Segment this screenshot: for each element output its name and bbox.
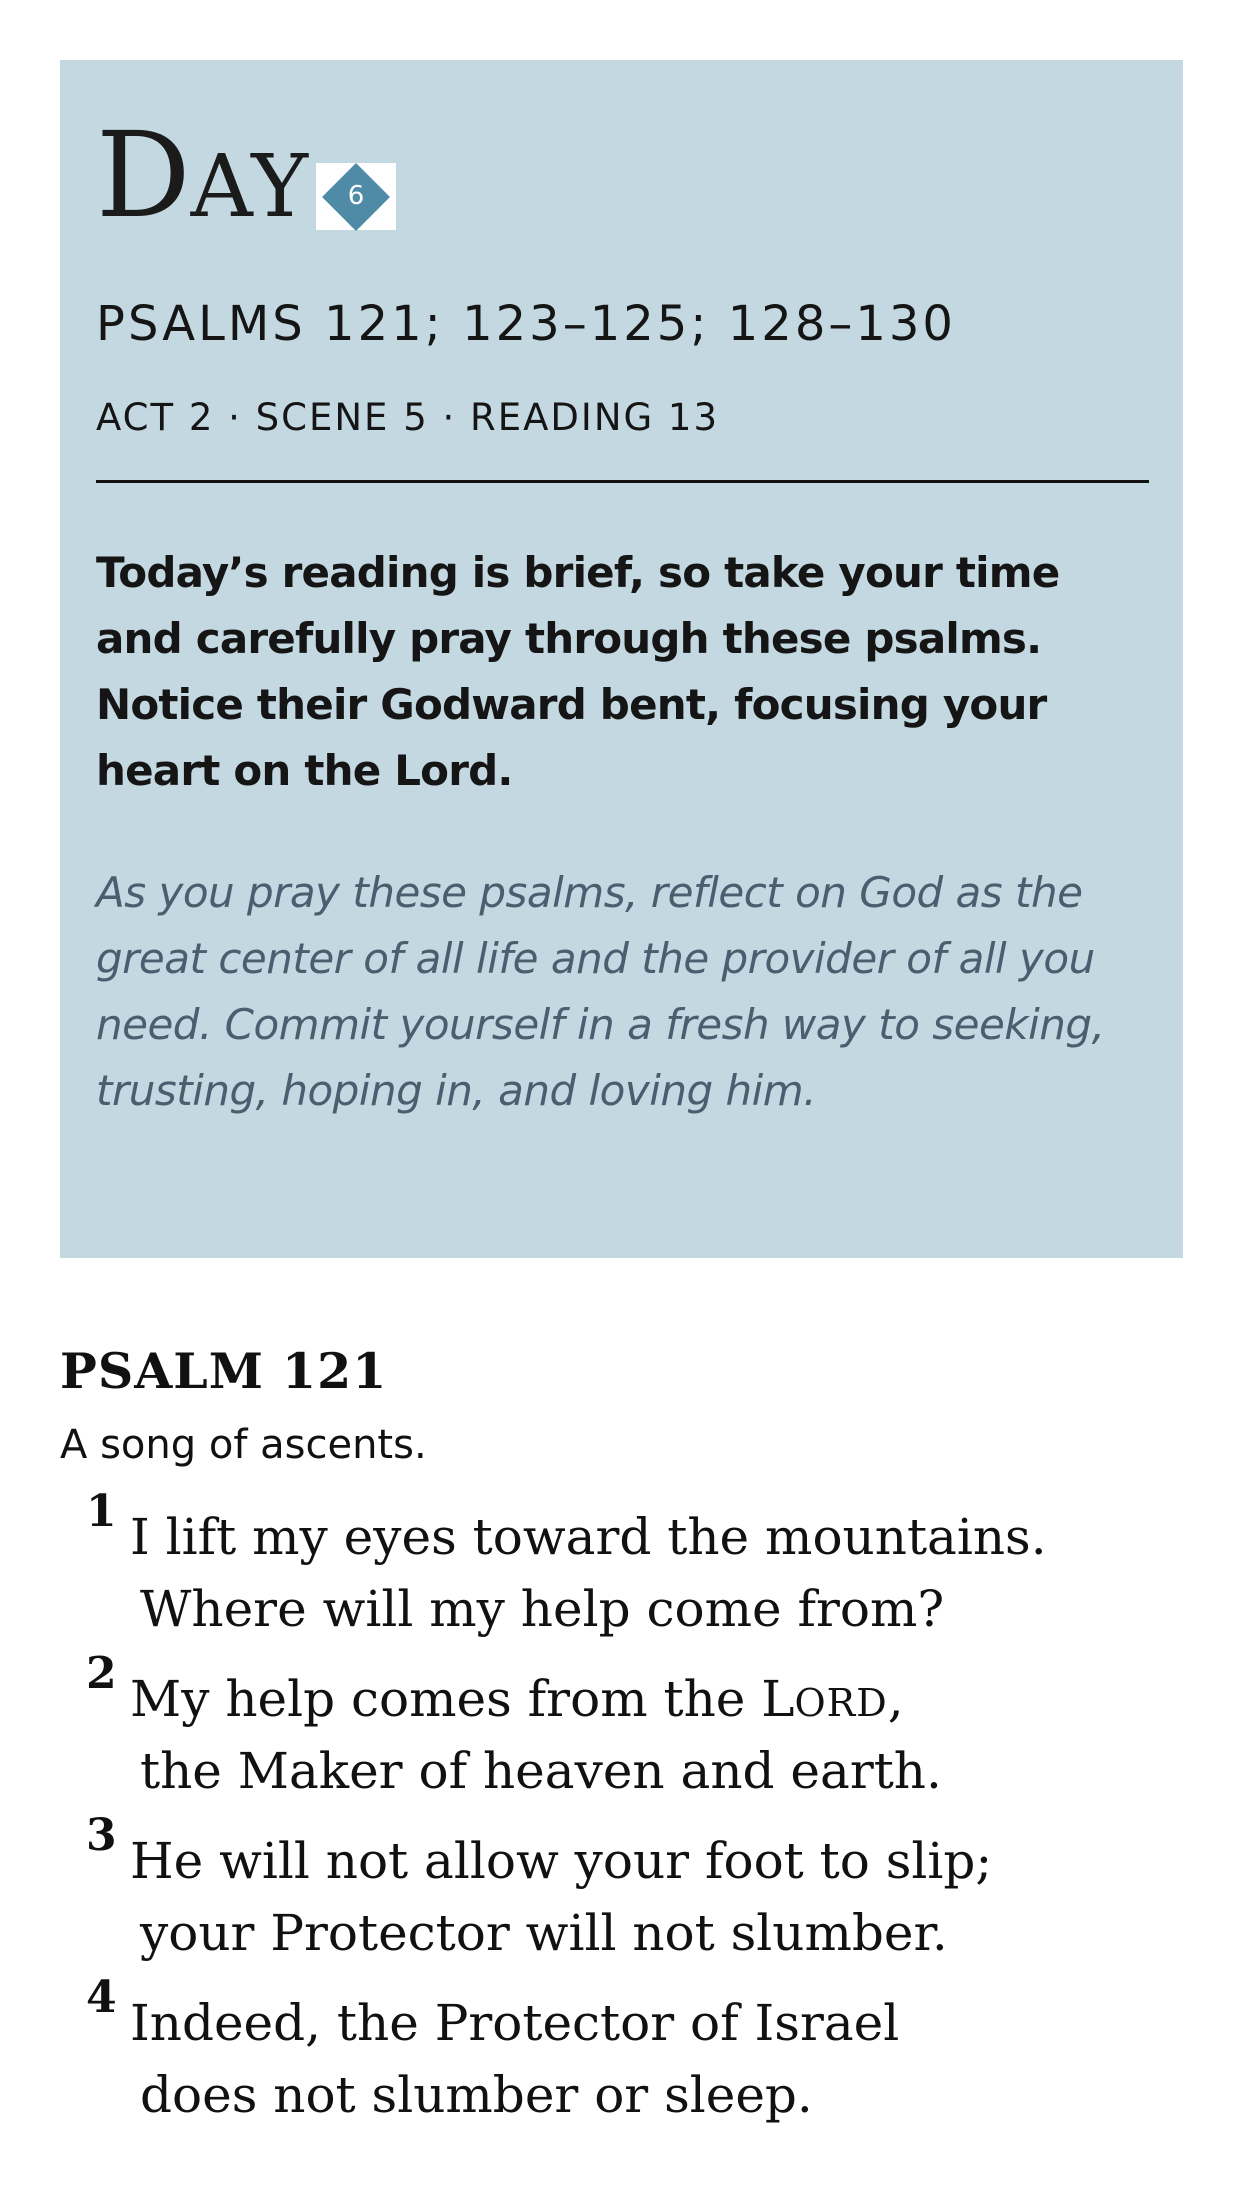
psalm-title: PSALM 121 — [60, 1342, 388, 1400]
verse-line: does not slumber or sleep. — [140, 2066, 813, 2124]
day-title-rest: AY — [190, 137, 311, 237]
verse-line: He will not allow your foot to slip; — [130, 1832, 993, 1890]
day-title-initial: D — [96, 106, 191, 244]
day-title — [96, 106, 311, 244]
verse-line: Where will my help come from? — [140, 1580, 945, 1638]
act-scene-reading: ACT 2 · SCENE 5 · READING 13 — [96, 396, 720, 439]
day-number-badge — [316, 163, 396, 230]
verse-number: 1 — [86, 1486, 117, 1537]
lord-initial: L — [761, 1670, 795, 1728]
verse-line: I lift my eyes toward the mountains. — [130, 1508, 1047, 1566]
verse-line: your Protector will not slumber. — [140, 1904, 948, 1962]
verse-line: the Maker of heaven and earth. — [140, 1742, 942, 1800]
verse-text: My help comes from the — [130, 1670, 762, 1728]
psalm-subtitle: A song of ascents. — [60, 1422, 427, 1468]
verse-text: , — [887, 1670, 904, 1728]
day-intro-panel — [60, 60, 1183, 1258]
verse-number: 2 — [86, 1648, 117, 1699]
verse-number: 4 — [86, 1972, 117, 2023]
reading-reference: PSALMS 121; 123–125; 128–130 — [96, 296, 956, 352]
day-heading — [96, 106, 396, 244]
verse-line: Indeed, the Protector of Israel — [130, 1994, 900, 2052]
divider — [96, 480, 1149, 483]
verse-line — [130, 1670, 904, 1728]
intro-text: Today’s reading is brief, so take your time and carefully pray through these psalms. Notice their Godward bent, focusing your heart on the Lord. — [96, 548, 1060, 795]
lord-small-caps: ORD — [794, 1681, 888, 1725]
verse-number: 3 — [86, 1810, 117, 1861]
reflection-text: As you pray these psalms, reflect on God as the great center of all life and the provider of all you need. Commit yourself in a fresh way to seeking, trusting, hoping in, and loving him. — [96, 868, 1105, 1115]
day-number: 6 — [347, 181, 365, 211]
